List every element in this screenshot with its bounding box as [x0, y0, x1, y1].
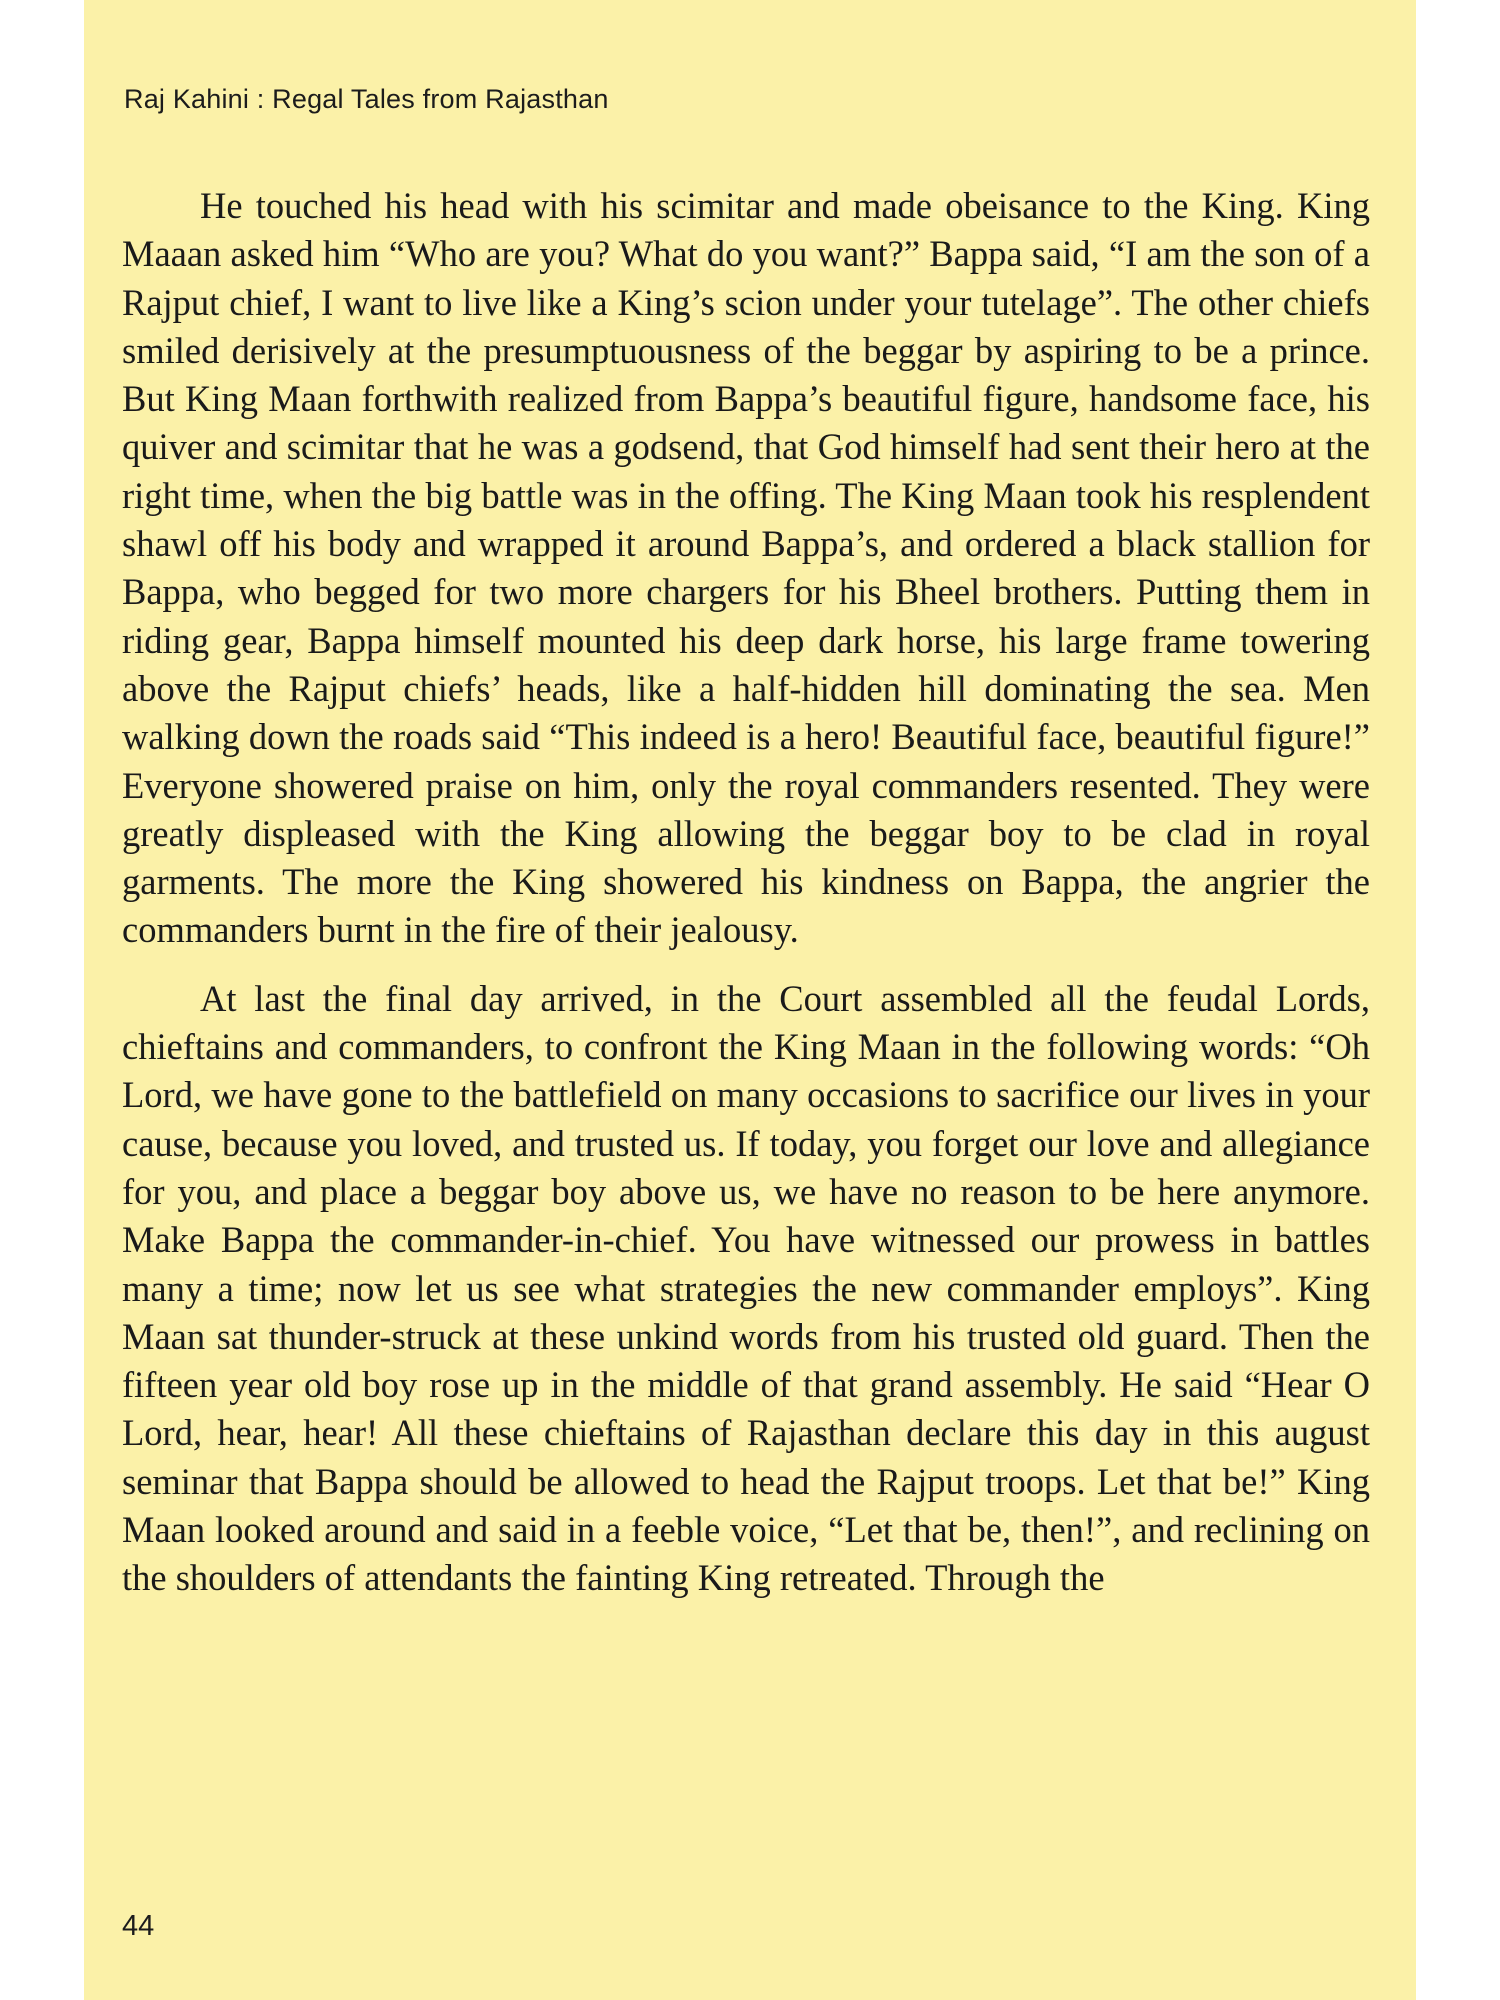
paragraph-2: At last the final day arrived, in the Court assembled all the feudal Lords, chieftains and commanders, to confront the King Maan in the following words: “Oh Lord, we have gone to the battlefield on many occasions to sacrifice our lives in your cause, because you loved, and trusted us. If today, you forget our love and allegiance for you, and place a beggar boy above us, we have no reason to be here anymore. Make Bappa the commander-in-chief. You have witnessed our prowess in battles many a time; now let us see what strategies the new commander employs”. King Maan sat thunder-struck at these unkind words from his trusted old guard. Then the fifteen year old boy rose up in the middle of that grand assembly. He said “Hear O Lord, hear, hear! All these chieftains of Rajasthan declare this day in this august seminar that Bappa should be allowed to head the Rajput troops. Let that be!” King Maan looked around and said in a feeble voice, “Let that be, then!”, and reclining on the shoulders of attendants the fainting King retreated. Through the: [122, 977, 1370, 1599]
paragraph-1: He touched his head with his scimitar and made obeisance to the King. King Maaan asked him “Who are you? What do you want?” Bappa said, “I am the son of a Rajput chief, I want to live like a King’s scion under your tutelage”. The other chiefs smiled derisively at the presumptuousness of the beggar by aspiring to be a prince. But King Maan forthwith realized from Bappa’s beautiful figure, handsome face, his quiver and scimitar that he was a godsend, that God himself had sent their hero at the right time, when the big battle was in the offing. The King Maan took his resplendent shawl off his body and wrapped it around Bappa’s, and ordered a black stallion for Bappa, who begged for two more chargers for his Bheel brothers. Putting them in riding gear, Bappa himself mounted his deep dark horse, his large frame towering above the Rajput chiefs’ heads, like a half-hidden hill dominating the sea. Men walking down the roads said “This indeed is a hero! Beautiful face, beautiful figure!” Everyone showered praise on him, only the royal commanders resented. They were greatly displeased with the King allowing the beggar boy to be clad in royal garments. The more the King showered his kindness on Bappa, the angrier the commanders burnt in the fire of their jealousy.: [122, 185, 1370, 951]
body-text: [122, 182, 1370, 1603]
page-number: 44: [122, 1910, 155, 1942]
running-title: Raj Kahini : Regal Tales from Rajasthan: [124, 84, 609, 114]
book-page: [84, 0, 1416, 2000]
